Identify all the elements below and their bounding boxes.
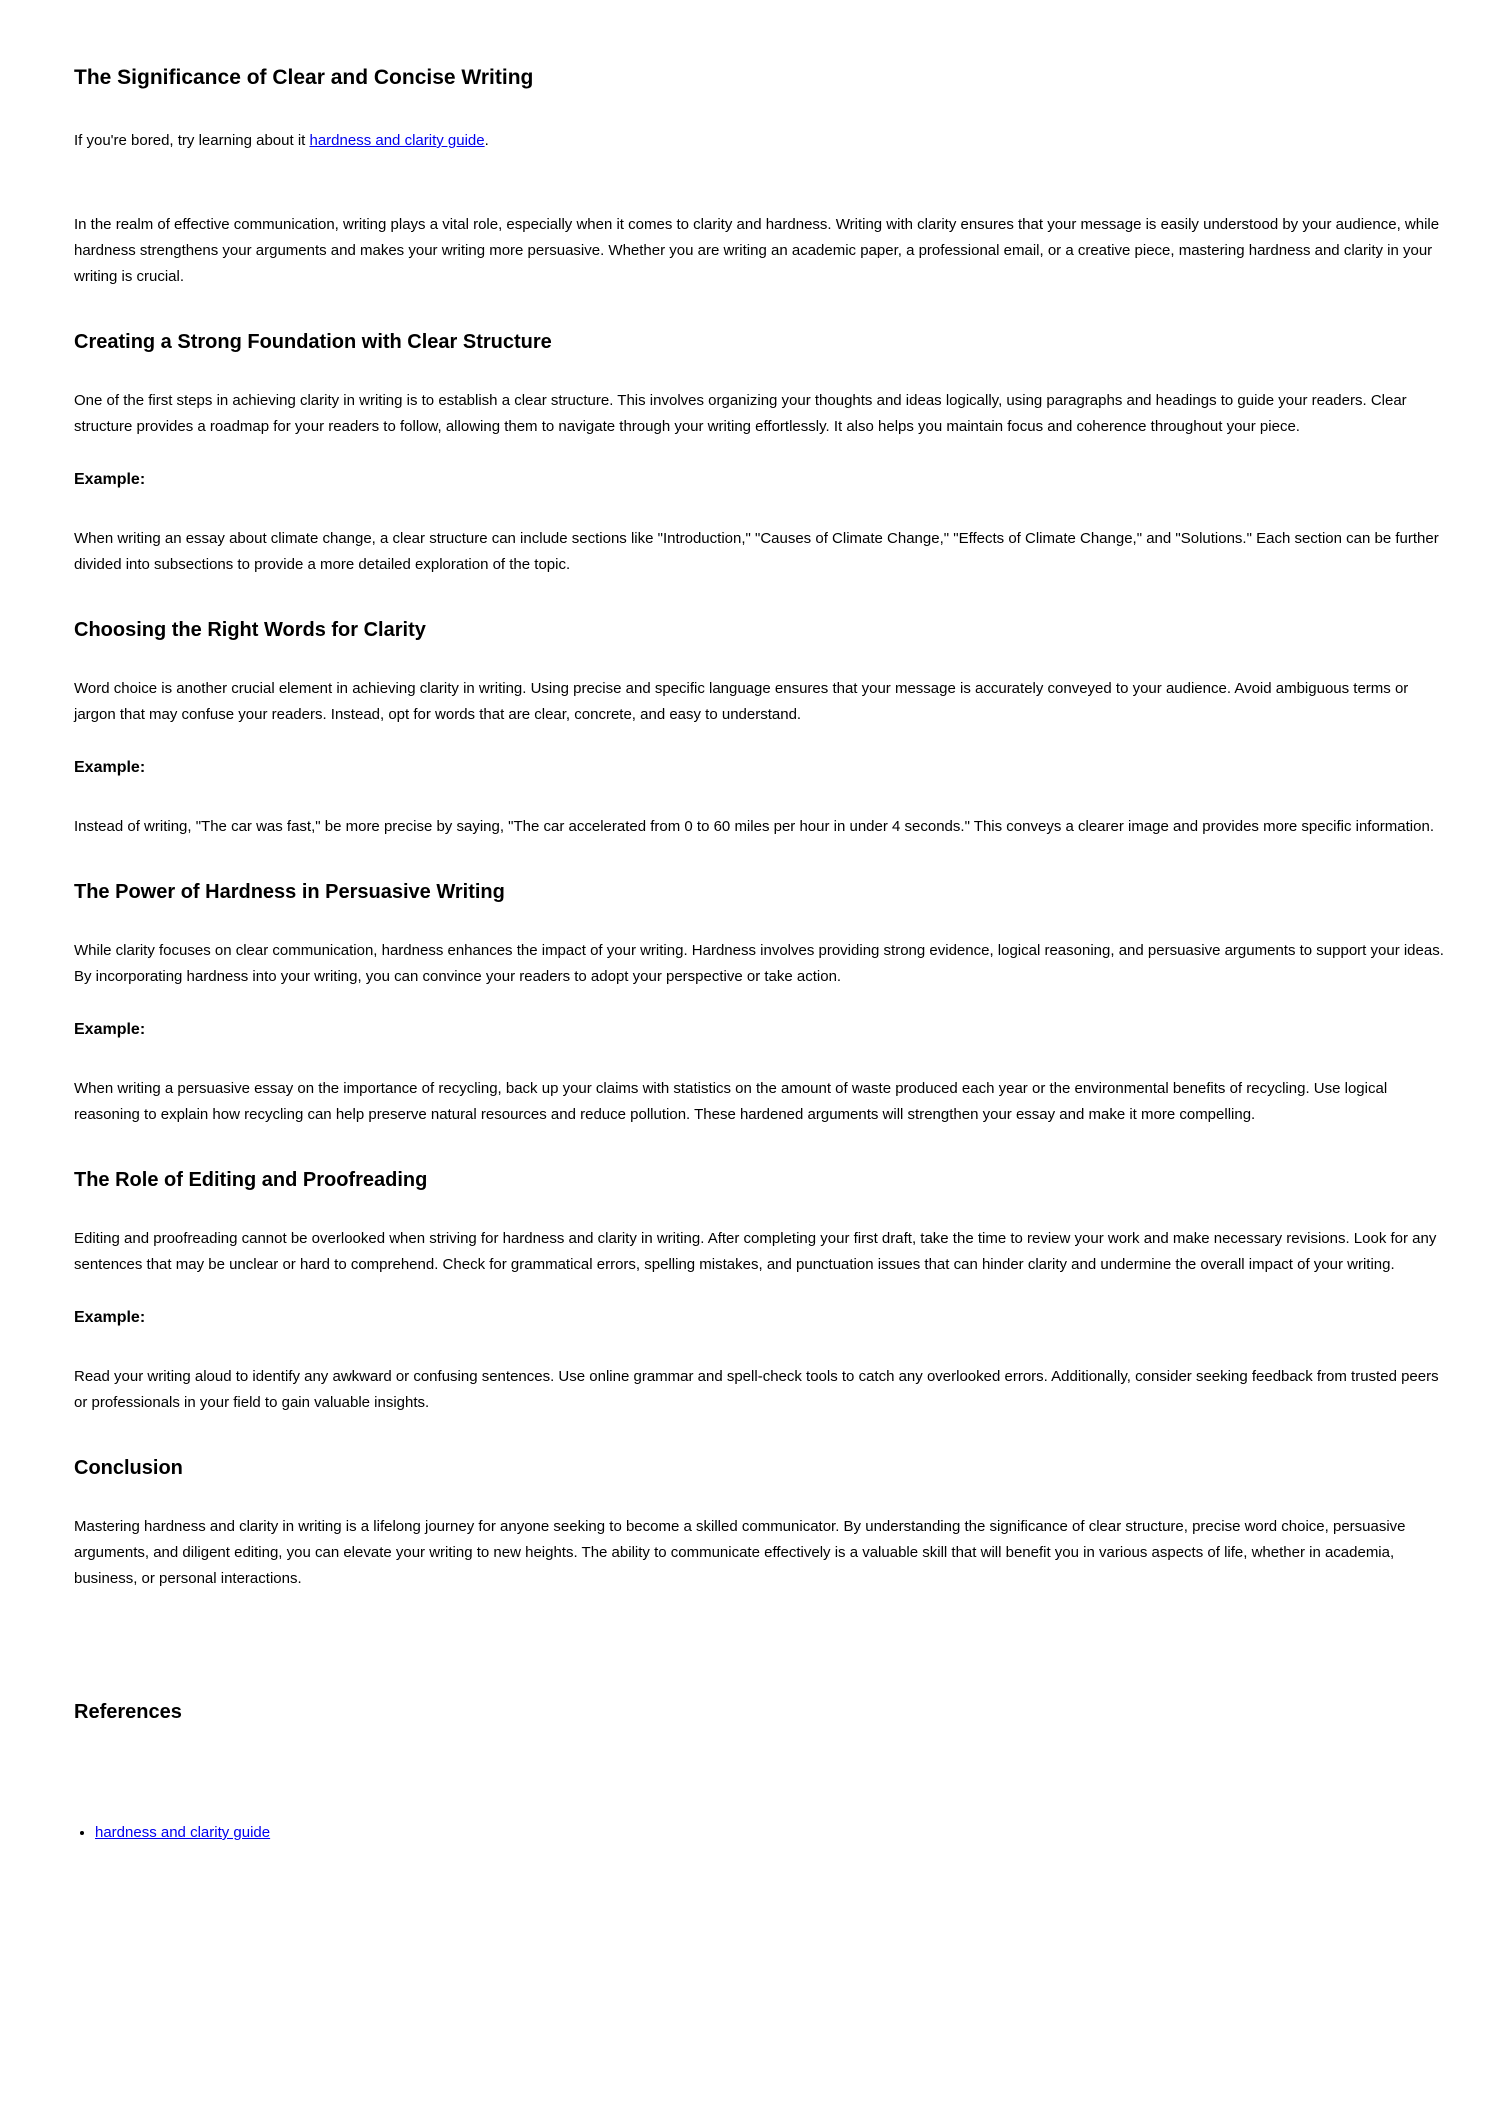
reference-hardness-clarity-guide-link[interactable]: hardness and clarity guide: [95, 1824, 271, 1841]
conclusion-heading: Conclusion: [74, 1457, 183, 1479]
section-editing-proofreading: [74, 1168, 1445, 1416]
section-paragraph: Editing and proofreading cannot be overlooked when striving for hardness and clarity in writing. After completing your first draft, take the time to review your work and make necessary revisions. Look for any sentences that may be unclear or hard to comprehend. Check for grammatical errors, spelling mistakes, and punctuation issues that can hinder clarity and undermine the overall impact of your writing.: [74, 1230, 1437, 1273]
example-label: Example:: [74, 1021, 146, 1038]
article-title: The Significance of Clear and Concise Writing: [74, 66, 534, 89]
section-word-choice: [74, 618, 1445, 840]
section-heading: The Role of Editing and Proofreading: [74, 1169, 428, 1191]
conclusion-paragraph: Mastering hardness and clarity in writing is a lifelong journey for anyone seeking to become a skilled communicator. By understanding the significance of clear structure, precise word choice, persuasive arguments, and diligent editing, you can elevate your writing to new heights. The ability to communicate effectively is a valuable skill that will benefit you in various aspects of life, whether in academia, business, or personal interactions.: [74, 1518, 1406, 1587]
example-paragraph: Read your writing aloud to identify any awkward or confusing sentences. Use online grammar and spell-check tools to catch any overlooked errors. Additionally, consider seeking feedback from trusted peers or professionals in your field to gain valuable insights.: [74, 1368, 1439, 1411]
example-paragraph: Instead of writing, "The car was fast," be more precise by saying, "The car accelerated from 0 to 60 miles per hour in under 4 seconds." This conveys a clearer image and provides more specific information.: [74, 818, 1434, 835]
lead-paragraph: In the realm of effective communication, writing plays a vital role, especially when it comes to clarity and hardness. Writing with clarity ensures that your message is easily understood by your audience, while hardness strengthens your arguments and makes your writing more persuasive. Whether you are writing an academic paper, a professional email, or a creative piece, mastering hardness and clarity in your writing is crucial.: [74, 216, 1440, 285]
references-heading: References: [74, 1701, 182, 1723]
section-heading: Choosing the Right Words for Clarity: [74, 619, 426, 641]
hardness-clarity-guide-link[interactable]: hardness and clarity guide: [309, 132, 485, 149]
references-list: [74, 1820, 1445, 1846]
example-label: Example:: [74, 759, 146, 776]
section-heading: Creating a Strong Foundation with Clear Structure: [74, 331, 552, 353]
section-paragraph: Word choice is another crucial element in achieving clarity in writing. Using precise and specific language ensures that your message is accurately conveyed to your audience. Avoid ambiguous terms or jargon that may confuse your readers. Instead, opt for words that are clear, concrete, and easy to understand.: [74, 680, 1409, 723]
example-paragraph: When writing an essay about climate change, a clear structure can include sections like "Introduction," "Causes of Climate Change," "Effects of Climate Change," and "Solutions." Each section can be further divided into subsections to provide a more detailed exploration of the topic.: [74, 530, 1439, 573]
section-paragraph: One of the first steps in achieving clarity in writing is to establish a clear structure. This involves organizing your thoughts and ideas logically, using paragraphs and headings to guide your readers. Clear structure provides a roadmap for your readers to follow, allowing them to navigate through your writing effortlessly. It also helps you maintain focus and coherence throughout your piece.: [74, 392, 1407, 435]
section-references: [74, 1700, 1445, 1846]
intro-paragraph: [74, 128, 1445, 154]
section-heading: The Power of Hardness in Persuasive Writing: [74, 881, 505, 903]
example-label: Example:: [74, 471, 146, 488]
intro-text-before: If you're bored, try learning about it: [74, 132, 310, 149]
reference-item: [95, 1820, 1445, 1846]
example-label: Example:: [74, 1309, 146, 1326]
section-conclusion: [74, 1456, 1445, 1592]
intro-text-after: .: [484, 132, 489, 149]
section-clear-structure: [74, 330, 1445, 578]
section-hardness-persuasive: [74, 880, 1445, 1128]
example-paragraph: When writing a persuasive essay on the importance of recycling, back up your claims with statistics on the amount of waste produced each year or the environmental benefits of recycling. Use logical reasoning to explain how recycling can help preserve natural resources and reduce pollution. These hardened arguments will strengthen your essay and make it more compelling.: [74, 1080, 1388, 1123]
section-paragraph: While clarity focuses on clear communication, hardness enhances the impact of your writing. Hardness involves providing strong evidence, logical reasoning, and persuasive arguments to support your ideas. By incorporating hardness into your writing, you can convince your readers to adopt your perspective or take action.: [74, 942, 1444, 985]
